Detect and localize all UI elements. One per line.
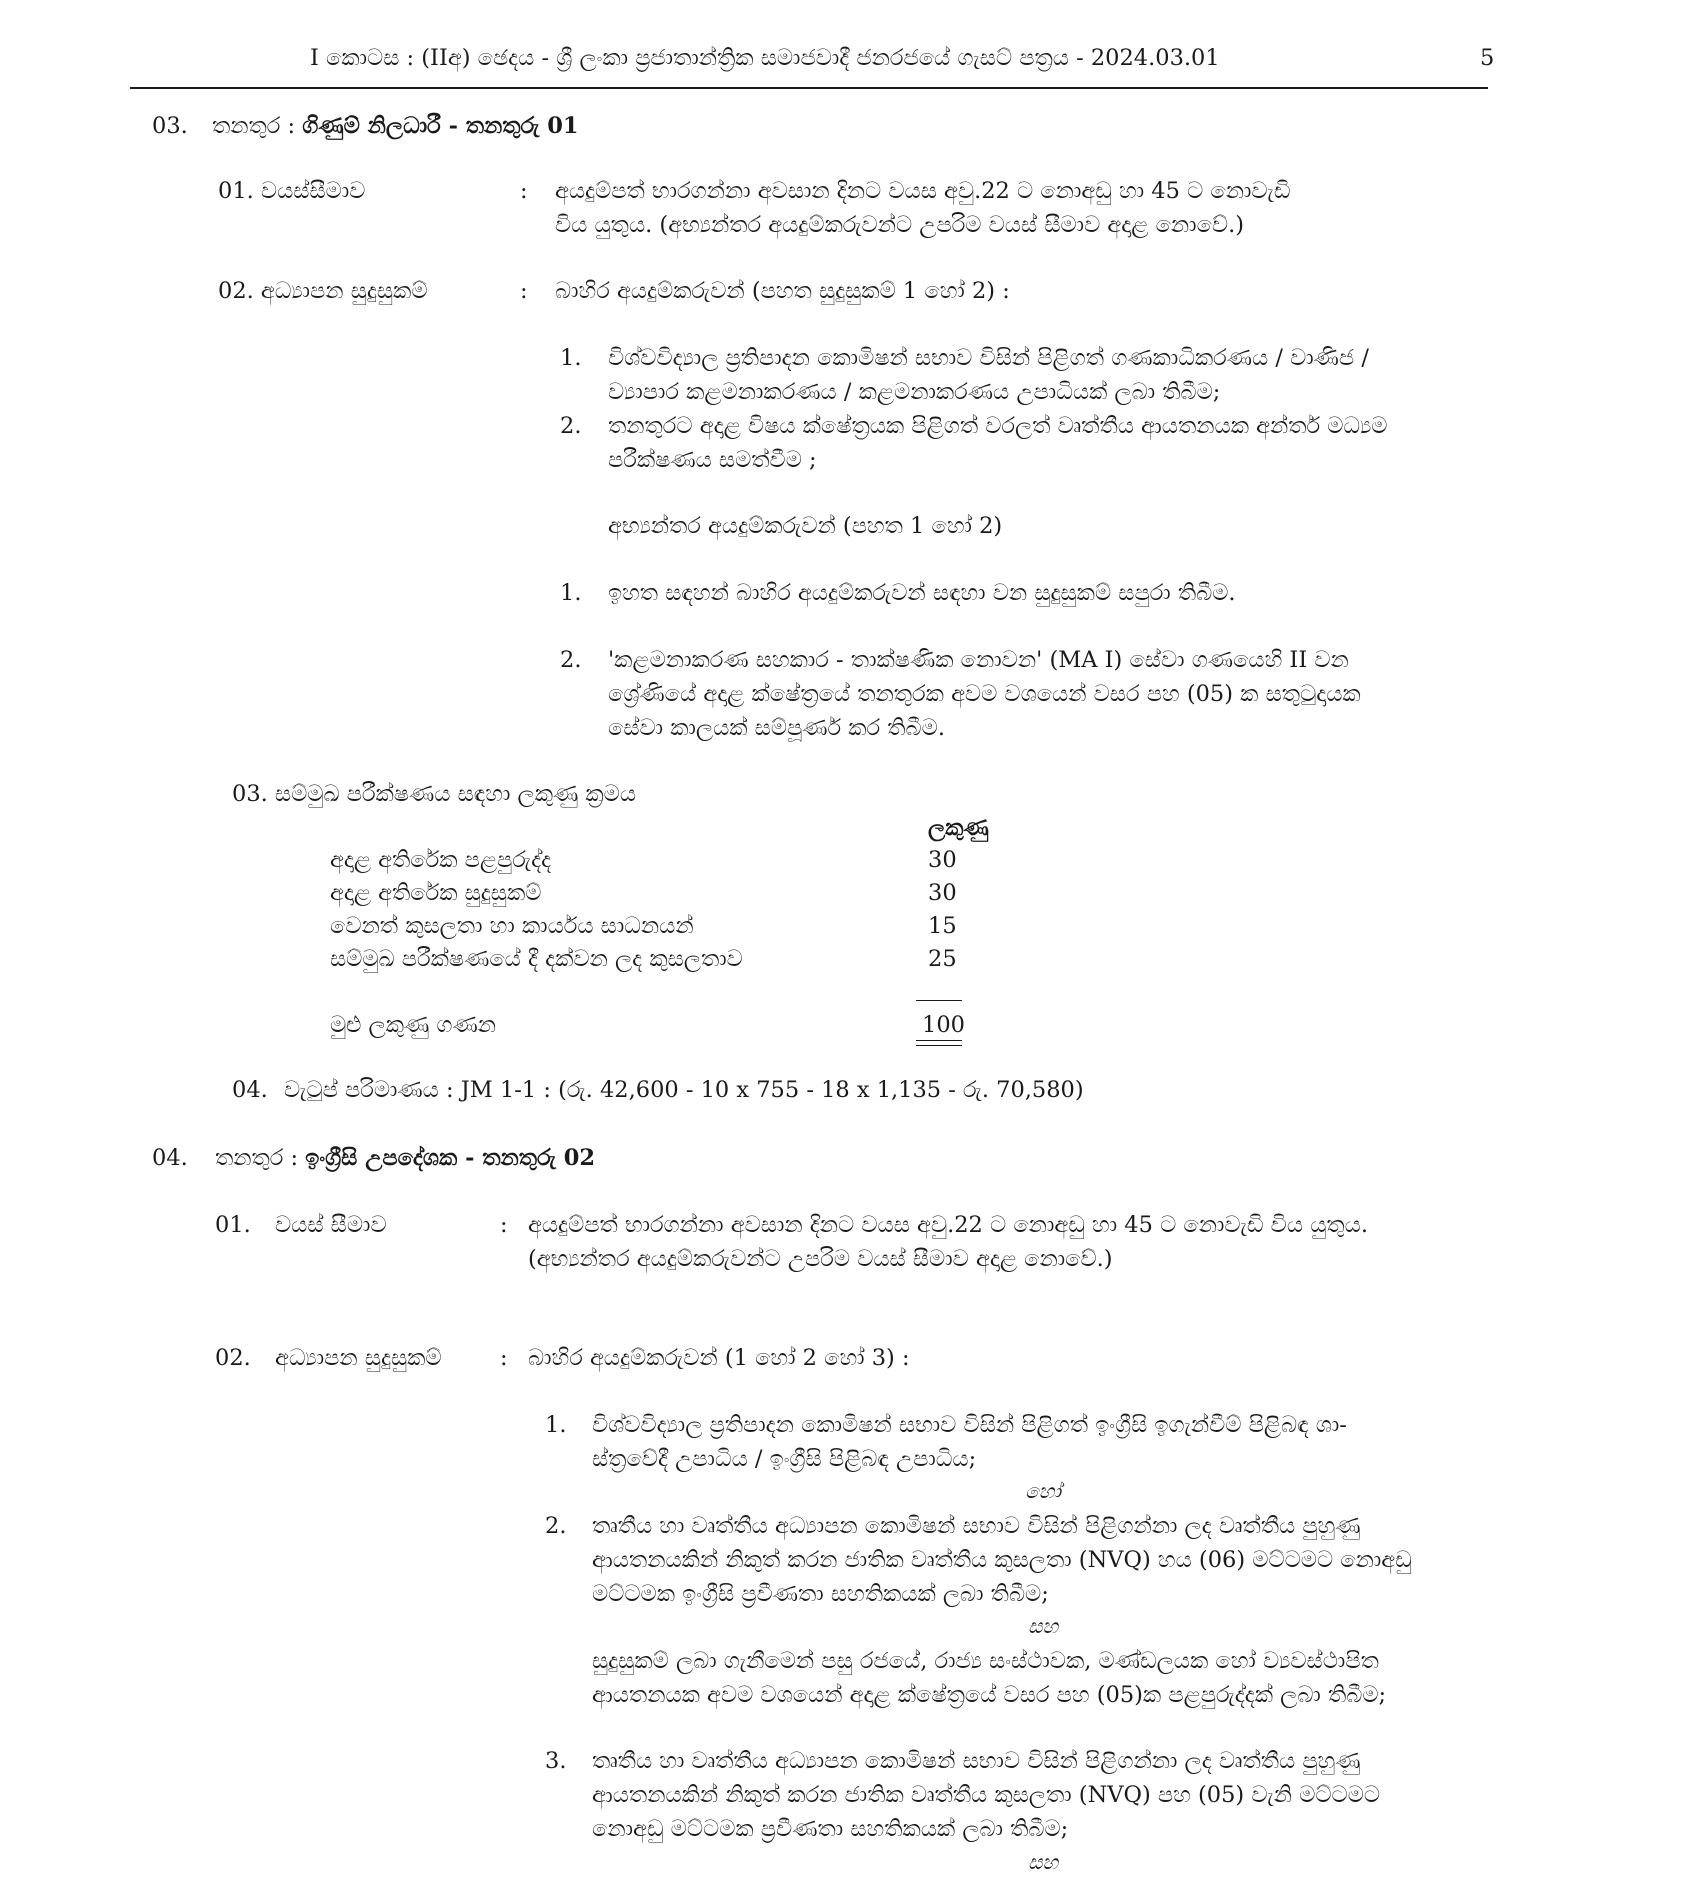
marks-sum-line — [916, 1000, 962, 1001]
s04-and-label: සහ — [1028, 1614, 1059, 1638]
section-04-title: ඉංග්‍රීසි උපදේශක - තනතුරු 02 — [305, 1145, 596, 1171]
s04-item-1-line2: ස්ත්‍රවේදී උපාධිය / ඉංග්‍රීසි පිළිබඳ උපාධිය; — [592, 1446, 977, 1472]
marks-row-4-item: සම්මුඛ පරීක්ෂණයේ දී දක්වන ලද කුසලතාව — [330, 946, 743, 972]
section-03-title: ගිණුම් නිලධාරී - තනතුරු 01 — [302, 113, 579, 139]
marks-row-2-value: 30 — [928, 880, 957, 906]
s04-item-1-line1: විශ්වවිද්‍යාල ප්‍රතිපාදන කොමිෂන් සභාව විසින් පිළිගත් ඉංග්‍රීසි ඉගැන්වීම් පිළිබඳ ශා- — [592, 1412, 1347, 1438]
s03-int-item-2-line2: ශ්‍රේණියේ අදාළ ක්ෂේත්‍රයේ තනතුරක අවම වශයෙන් වසර පහ (05) ක සතුටුදායක — [608, 681, 1361, 707]
s03-int-item-1-line1: ඉහත සඳහන් බාහිර අයදුම්කරුවන් සඳහා වන සුදුසුකම් සපුරා තිබීම. — [608, 580, 1236, 606]
marks-row-1-item: අදාළ අතිරේක පළපුරුද්ද — [330, 847, 552, 873]
s03-ext-item-1-line2: ව්‍යාපාර කළමනාකරණය / කළමනාකරණය උපාධියක් ලබා තිබීම; — [608, 379, 1221, 405]
s03-age-line2: විය යුතුය. (අභ්‍යන්තර අයදුම්කරුවන්ට උපරිම වයස් සීමාව අදාළ නොවේ.) — [555, 212, 1244, 238]
s04-age-line1: අයදුම්පත් භාරගන්නා අවසාන දිනට වයස අවු.22 ට නොඅඩු හා 45 ට නොවැඩි විය යුතුය. — [528, 1212, 1368, 1238]
s03-ext-item-1-num: 1. — [560, 345, 582, 371]
s03-edu-intro: බාහිර අයදුම්කරුවන් (පහත සුදුසුකම් 1 හෝ 2) : — [555, 278, 1010, 304]
s03-int-item-2-line3: සේවා කාලයක් සම්පූර්ණ කර තිබීම. — [608, 715, 945, 741]
s03-ext-item-2-num: 2. — [560, 413, 582, 439]
marks-row-3-value: 15 — [928, 913, 957, 939]
s04-age-line2: (අභ්‍යන්තර අයදුම්කරුවන්ට උපරිම වයස් සීමාව අදාළ නොවේ.) — [528, 1246, 1113, 1272]
s04-item-1-num: 1. — [545, 1412, 567, 1438]
section-04-heading — [215, 1145, 595, 1172]
section-03-number: 03. — [152, 113, 188, 139]
s04-age-label: වයස් සීමාව — [275, 1212, 387, 1238]
s03-age-colon: : — [520, 178, 528, 204]
s04-item-3-line3: නොඅඩු මට්ටමක ප්‍රවීණතා සහතිකයක් ලබා තිබීම; — [592, 1816, 1069, 1842]
marks-total-value: 100 — [922, 1012, 965, 1038]
s04-age-colon: : — [500, 1212, 508, 1238]
page-header-title: I කොටස : (IIඅ) ඡෙදය - ශ්‍රී ලංකා ප්‍රජාතාන්ත්‍රික සමාජවාදී ජනරජයේ ගැසට් පත්‍රය - 2024.03.01 — [310, 45, 1220, 71]
s03-age-label: 01. වයස්සීමාව — [218, 178, 366, 204]
s04-age-num: 01. — [215, 1212, 251, 1238]
s03-marks-column-header: ලකුණු — [928, 815, 989, 841]
marks-row-1-value: 30 — [928, 847, 957, 873]
s04-item-2-line1: තෘතීය හා වෘත්තීය අධ්‍යාපන කොමිෂන් සභාව විසින් පිළිගන්නා ලද වෘත්තීය පුහුණු — [592, 1513, 1361, 1539]
s03-int-item-2-line1: 'කළමනාකරණ සහකාර - තාක්ෂණික නොවන' (MA I) සේවා ගණයෙහි II වන — [608, 647, 1349, 673]
section-04-prefix: තනතුර : — [215, 1145, 306, 1171]
s03-salary-code: JM 1-1 : — [460, 1077, 559, 1103]
section-03-prefix: තනතුර : — [212, 113, 303, 139]
header-rule — [130, 87, 1488, 89]
s03-salary-line — [284, 1077, 1084, 1104]
s04-item-2-extra-line1: සුදුසුකම් ලබා ගැනීමෙන් පසු රජයේ, රාජ්‍ය සංස්ථාවක, මණ්ඩලයක හෝ ව්‍යවස්ථාපිත — [592, 1648, 1379, 1674]
s04-edu-num: 02. — [215, 1345, 251, 1371]
s03-age-line1: අයදුම්පත් භාරගන්නා අවසාන දිනට වයස අවු.22 ට නොඅඩු හා 45 ට නොවැඩි — [555, 178, 1291, 204]
s03-ext-item-1-line1: විශ්වවිද්‍යාල ප්‍රතිපාදන කොමිෂන් සභාව විසින් පිළිගත් ගණකාධිකරණය / වාණිජ / — [608, 345, 1369, 371]
marks-total-label: මුළු ලකුණු ගණන — [330, 1012, 497, 1038]
section-03-heading — [212, 113, 579, 140]
marks-total-double-line-2 — [916, 1045, 962, 1046]
s03-ext-item-2-line1: තනතුරට අදාළ විෂය ක්ෂේත්‍රයක පිළිගත් වරලත් වෘත්තීය ආයතනයක අන්තර් මධ්‍යම — [608, 413, 1388, 439]
s04-item-3-line1: තෘතීය හා වෘත්තීය අධ්‍යාපන කොමිෂන් සභාව විසින් පිළිගන්නා ලද වෘත්තීය පුහුණු — [592, 1748, 1361, 1774]
s04-item-2-extra-line2: ආයතනයක අවම වශයෙන් අදාළ ක්ෂේත්‍රයේ වසර පහ (05)ක පළපුරුද්දක් ලබා තිබීම; — [592, 1682, 1387, 1708]
marks-row-2-item: අදාළ අතිරේක සුදුසුකම් — [330, 880, 542, 906]
s03-salary-label: වැටුප් පරිමාණය : — [284, 1077, 461, 1103]
s04-edu-label: අධ්‍යාපන සුදුසුකම් — [275, 1345, 442, 1371]
s04-item-2-line3: මට්ටමක ඉංග්‍රීසි ප්‍රවීණතා සහතිකයක් ලබා තිබීම; — [592, 1581, 1049, 1607]
s03-salary-number: 04. — [232, 1077, 268, 1103]
marks-row-4-value: 25 — [928, 946, 957, 972]
s04-item-2-line2: ආයතනයකින් නිකුත් කරන ජාතික වෘත්තීය කුසලතා (NVQ) හය (06) මට්ටමට නොඅඩු — [592, 1547, 1412, 1573]
s04-item-3-num: 3. — [545, 1748, 567, 1774]
s03-ext-item-2-line2: පරීක්ෂණය සමත්වීම ; — [608, 447, 817, 473]
s03-int-item-1-num: 1. — [560, 580, 582, 606]
s03-edu-label: 02. අධ්‍යාපන සුදුසුකම් — [218, 278, 428, 304]
marks-row-3-item: වෙනත් කුසලතා හා කාර්යය සාධනයන් — [330, 913, 694, 939]
s03-internal-intro: අභ්‍යන්තර අයදුම්කරුවන් (පහත 1 හෝ 2) — [608, 513, 1003, 539]
page-number: 5 — [1480, 45, 1495, 71]
s03-int-item-2-num: 2. — [560, 647, 582, 673]
s04-item-2-num: 2. — [545, 1513, 567, 1539]
s04-and-label-2: සහ — [1028, 1850, 1059, 1874]
s03-edu-colon: : — [520, 278, 528, 304]
s04-item-3-line2: ආයතනයකින් නිකුත් කරන ජාතික වෘත්තීය කුසලතා (NVQ) පහ (05) වැනි මට්ටමට — [592, 1782, 1381, 1808]
s04-edu-intro: බාහිර අයදුම්කරුවන් (1 හෝ 2 හෝ 3) : — [528, 1345, 910, 1371]
s03-marks-label: 03. සම්මුඛ පරීක්ෂණය සඳහා ලකුණු ක්‍රමය — [232, 781, 637, 807]
marks-total-double-line-1 — [916, 1040, 962, 1041]
s04-edu-colon: : — [500, 1345, 508, 1371]
s04-or-label: හෝ — [1025, 1479, 1061, 1503]
section-04-number: 04. — [152, 1145, 188, 1171]
s03-salary-value: (රු. 42,600 - 10 x 755 - 18 x 1,135 - රු. 70,580) — [558, 1077, 1084, 1103]
